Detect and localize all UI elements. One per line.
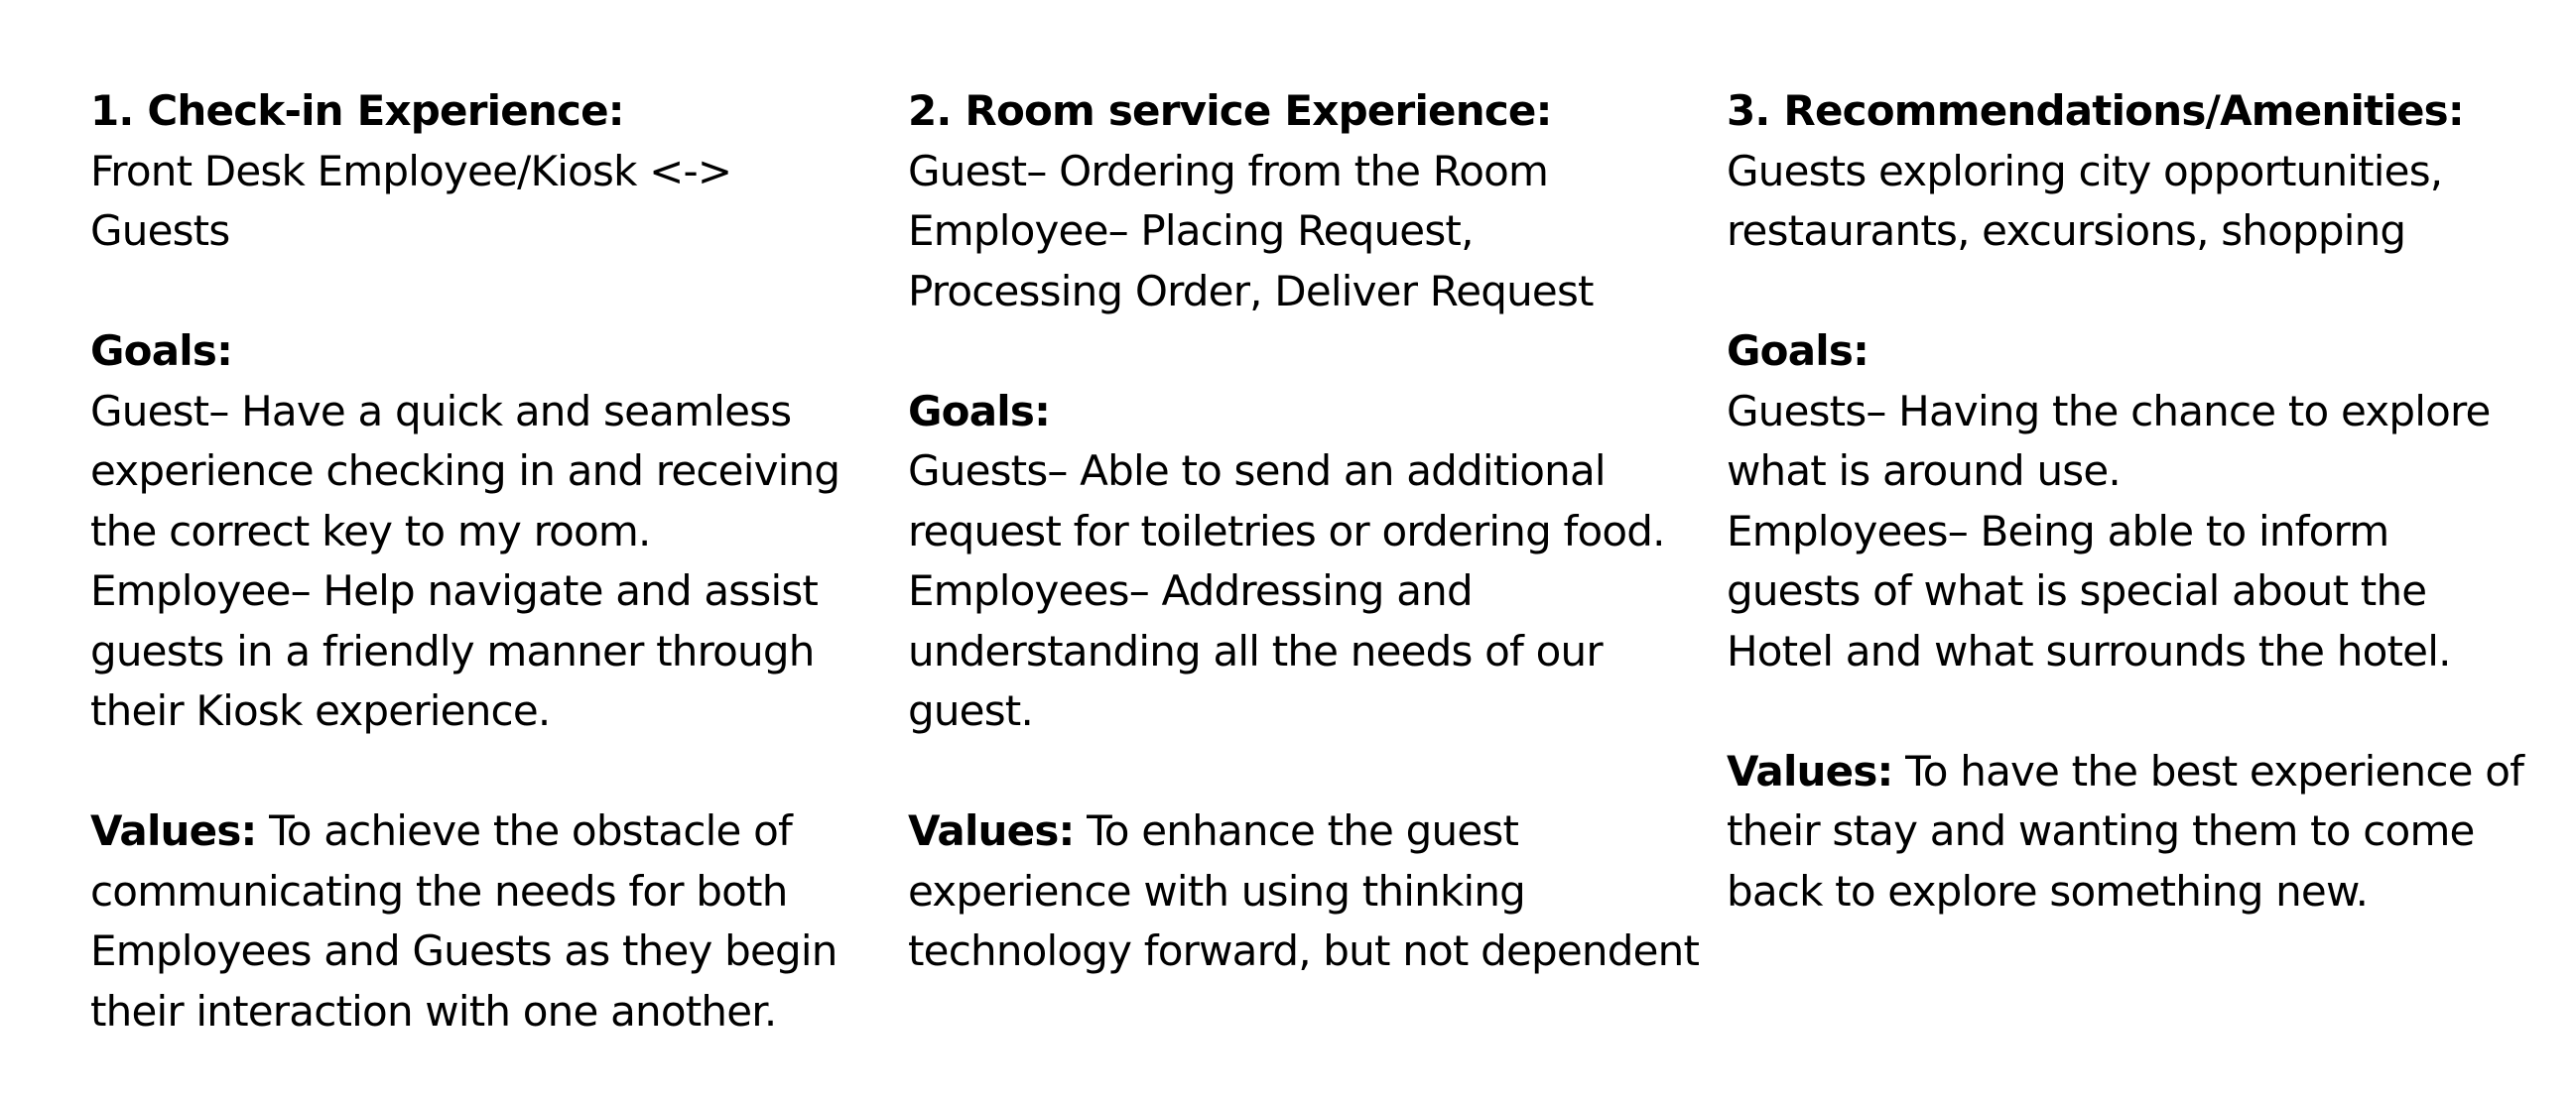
values-first-line xyxy=(1727,742,2523,802)
goal-line: their Kiosk experience. xyxy=(90,686,551,735)
column-room-service-experience xyxy=(908,81,1699,982)
values-line: experience with using thinking xyxy=(908,866,1526,916)
intro-line: Guests exploring city opportunities, xyxy=(1727,146,2443,195)
intro-line: Guests xyxy=(90,206,230,255)
goal-line: guests of what is special about the xyxy=(1727,566,2427,615)
intro-line: Guest– Ordering from the Room xyxy=(908,146,1549,195)
spacer xyxy=(908,742,1699,802)
goal-line: guests in a friendly manner through xyxy=(90,626,815,676)
goals-label: Goals: xyxy=(90,326,233,375)
values-text: To achieve the obstacle of xyxy=(256,806,793,855)
goal-line: Guest– Have a quick and seamless xyxy=(90,386,792,435)
goal-line: understanding all the needs of our xyxy=(908,626,1603,676)
values-first-line xyxy=(908,801,1699,862)
intro-line: Front Desk Employee/Kiosk <-> xyxy=(90,146,732,195)
values-line: their stay and wanting them to come xyxy=(1727,806,2475,855)
section-heading: 2. Room service Experience: xyxy=(908,86,1552,135)
section-heading: 1. Check-in Experience: xyxy=(90,86,624,135)
values-label: Values: xyxy=(1727,746,1893,796)
goal-line: what is around use. xyxy=(1727,446,2121,495)
values-label: Values: xyxy=(90,806,257,855)
goals-label: Goals: xyxy=(1727,326,1869,375)
intro-line: restaurants, excursions, shopping xyxy=(1727,206,2406,255)
values-text: To enhance the guest xyxy=(1074,806,1519,855)
intro-line: Processing Order, Deliver Request xyxy=(908,266,1594,315)
column-check-in-experience xyxy=(90,81,839,1042)
goal-line: guest. xyxy=(908,686,1034,735)
goal-line: Employees– Addressing and xyxy=(908,566,1473,615)
section-heading: 3. Recommendations/Amenities: xyxy=(1727,86,2464,135)
values-line: communicating the needs for both xyxy=(90,866,788,916)
goal-line: Hotel and what surrounds the hotel. xyxy=(1727,626,2451,676)
values-line: their interaction with one another. xyxy=(90,986,777,1036)
values-line: technology forward, but not dependent xyxy=(908,926,1700,975)
goal-line: the correct key to my room. xyxy=(90,506,651,555)
spacer xyxy=(908,321,1699,382)
goal-line: Employees– Being able to inform xyxy=(1727,506,2389,555)
goal-line: request for toiletries or ordering food. xyxy=(908,506,1665,555)
spacer xyxy=(1727,681,2523,742)
goals-label: Goals: xyxy=(908,386,1051,435)
goal-line: experience checking in and receiving xyxy=(90,446,840,495)
intro-line: Employee– Placing Request, xyxy=(908,206,1474,255)
goal-line: Guests– Having the chance to explore xyxy=(1727,386,2491,435)
values-label: Values: xyxy=(908,806,1075,855)
spacer xyxy=(1727,262,2523,322)
goal-line: Employee– Help navigate and assist xyxy=(90,566,819,615)
goal-line: Guests– Able to send an additional xyxy=(908,446,1606,495)
values-first-line xyxy=(90,801,839,862)
spacer xyxy=(90,262,839,322)
values-line: Employees and Guests as they begin xyxy=(90,926,837,975)
values-line: back to explore something new. xyxy=(1727,866,2369,916)
values-text: To have the best experience of xyxy=(1892,746,2524,796)
column-recommendations-amenities xyxy=(1727,81,2523,922)
spacer xyxy=(90,742,839,802)
